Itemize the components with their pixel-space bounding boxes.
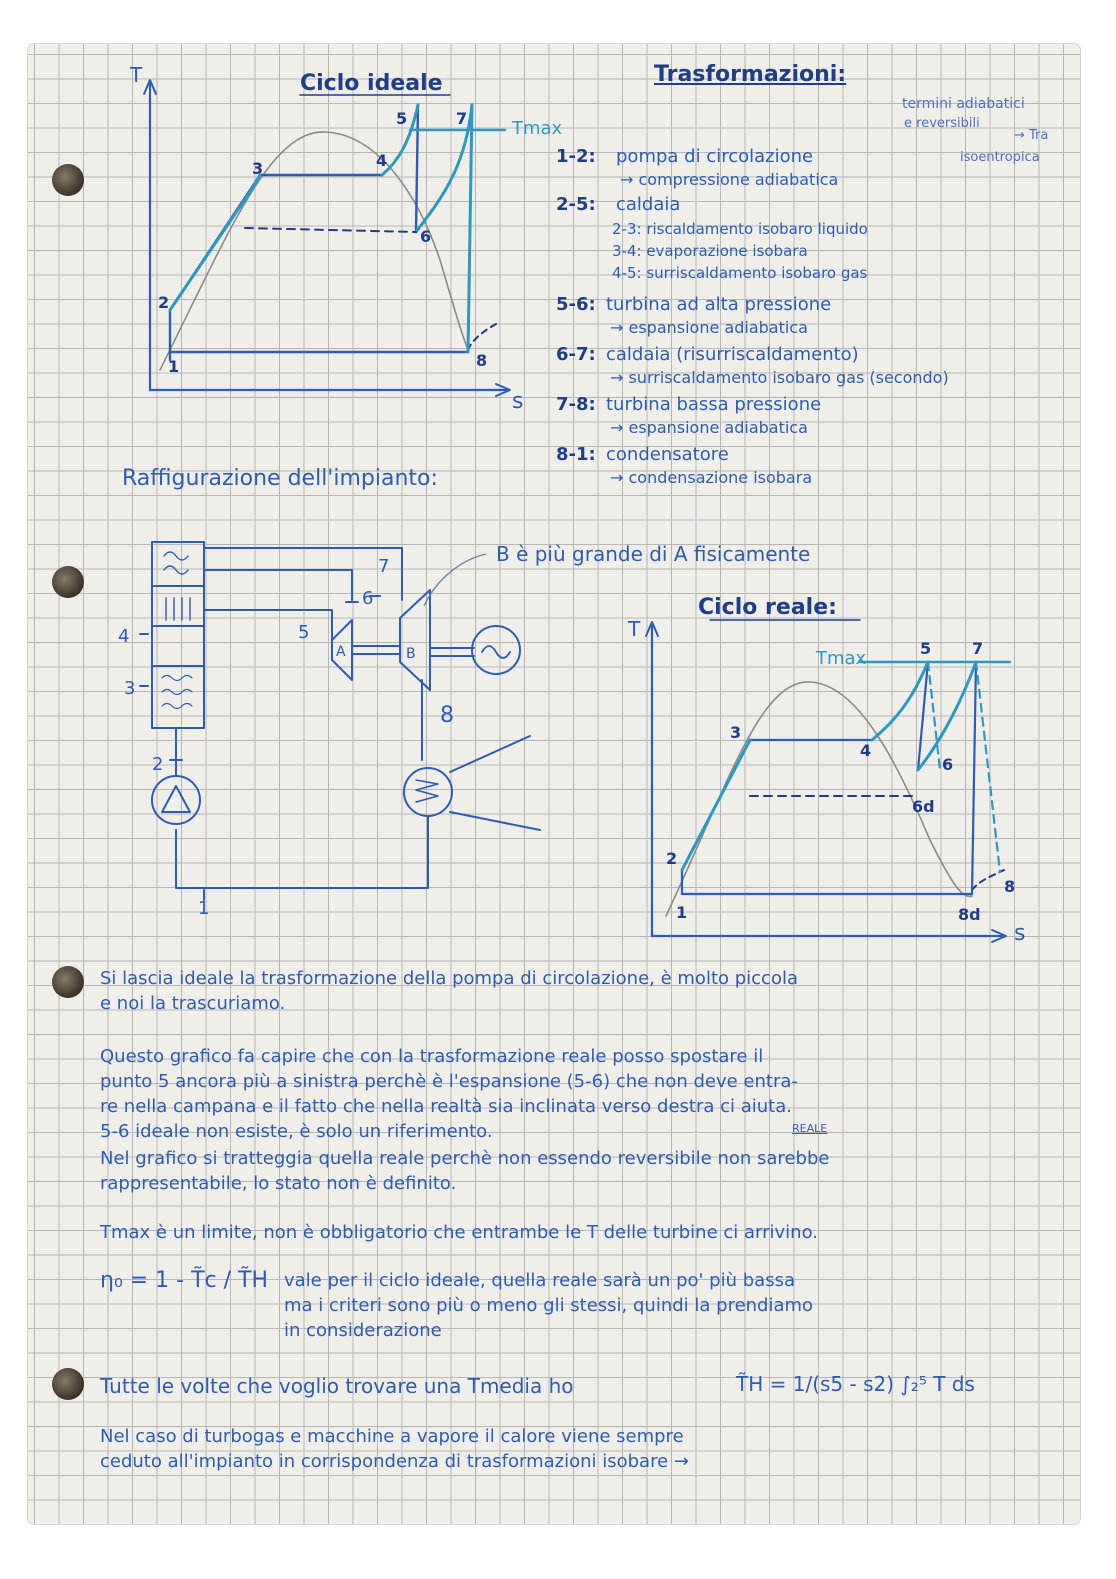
real-tmax-label: Tmax bbox=[816, 648, 867, 669]
trasformazioni-list bbox=[556, 144, 1076, 492]
ideal-point-7: 7 bbox=[456, 109, 468, 128]
plant-label-7: 7 bbox=[378, 556, 390, 577]
mean-temperature-formula: T̃H = 1/(s5 - s2) ∫₂⁵ T ds bbox=[736, 1372, 975, 1396]
ideal-point-1: 1 bbox=[168, 357, 180, 376]
real-point-3: 3 bbox=[730, 723, 742, 742]
ideal-point-5: 5 bbox=[396, 109, 408, 128]
real-axis-t-label: T bbox=[628, 617, 641, 641]
margin-note-a: termini adiabatici bbox=[902, 96, 1025, 112]
row-key: 1-2: bbox=[556, 146, 596, 167]
plant-label-1: 1 bbox=[198, 898, 210, 919]
binder-hole-4 bbox=[52, 1368, 84, 1400]
real-point-2: 2 bbox=[666, 849, 678, 868]
binder-hole-3 bbox=[52, 966, 84, 998]
note-paragraph-7: Nel caso di turbogas e macchine a vapore il calore viene sempre ceduto all'impianto in corrispondenza di trasformazioni isobare → bbox=[100, 1426, 689, 1472]
binder-hole-1 bbox=[52, 164, 84, 196]
plant-label-8: 8 bbox=[440, 703, 454, 728]
margin-note-d: isoentropica bbox=[960, 150, 1040, 165]
plant-label-3: 3 bbox=[124, 678, 136, 699]
real-point-6d: 6d bbox=[912, 797, 935, 816]
plant-label-5: 5 bbox=[298, 622, 310, 643]
row-key: 7-8: bbox=[556, 394, 596, 415]
boiler-column bbox=[152, 542, 204, 728]
note-paragraph-5: vale per il ciclo ideale, quella reale sarà un po' più bassa ma i criteri sono più o meno gli stessi, quindi la prendiamo in considerazione bbox=[284, 1270, 814, 1341]
real-title: Ciclo reale: bbox=[698, 595, 837, 620]
note-paragraph-1: Si lascia ideale la trasformazione della pompa di circolazione, è molto piccola e noi la trascuriamo. bbox=[100, 968, 799, 1014]
ideal-dashed-line bbox=[245, 228, 416, 232]
note-paragraph-2: Questo grafico fa capire che con la trasformazione reale posso spostare il punto 5 ancora più a sinistra perchè è l'espansione (5-6) che non deve entra- re nella campana e il fatto che nella realtà sia inclinata verso destra ci aiuta. 5-6 ideale non esiste, è solo un riferimento. bbox=[100, 1046, 798, 1142]
ideal-cycle-diagram bbox=[120, 60, 563, 420]
real-point-1: 1 bbox=[676, 903, 688, 922]
row-text: turbina bassa pressione bbox=[606, 394, 822, 415]
plant-label-a: A bbox=[336, 644, 346, 660]
plant-schematic bbox=[110, 530, 580, 920]
note-paragraph-4: Tmax è un limite, non è obbligatorio che entrambe le T delle turbine ci arrivino. bbox=[100, 1222, 819, 1243]
turbine-b bbox=[400, 590, 430, 690]
real-point-8: 8 bbox=[1004, 877, 1016, 896]
real-point-8d: 8d bbox=[958, 905, 981, 924]
real-point-7: 7 bbox=[972, 639, 984, 658]
ideal-title: Ciclo ideale bbox=[300, 71, 443, 96]
row-sub: 2-3: riscaldamento isobaro liquido bbox=[612, 220, 868, 238]
row-sub: → condensazione isobara bbox=[610, 468, 813, 487]
real-point-6: 6 bbox=[942, 755, 954, 774]
row-sub: → compressione adiabatica bbox=[620, 170, 839, 189]
row-sub: 4-5: surriscaldamento isobaro gas bbox=[612, 264, 868, 282]
margin-note-c: → Tra bbox=[1014, 128, 1049, 143]
note-tag-reale: REALE bbox=[792, 1122, 828, 1135]
real-point-5: 5 bbox=[920, 639, 932, 658]
real-point-4: 4 bbox=[860, 741, 872, 760]
row-key: 8-1: bbox=[556, 444, 596, 465]
ideal-point-6: 6 bbox=[420, 227, 432, 246]
row-text: pompa di circolazione bbox=[616, 146, 814, 167]
plant-label-4: 4 bbox=[118, 626, 130, 647]
trasformazioni-title: Trasformazioni: bbox=[654, 62, 847, 87]
row-sub: → espansione adiabatica bbox=[610, 318, 808, 337]
row-text: caldaia (risurriscaldamento) bbox=[606, 344, 859, 365]
note-paragraph-3: Nel grafico si tratteggia quella reale perchè non essendo reversibile non sarebbe rappresentabile, lo stato non è definito. bbox=[100, 1148, 830, 1194]
efficiency-formula: η₀ = 1 - T̃c / T̃H bbox=[100, 1268, 269, 1293]
ideal-saturation-dome bbox=[160, 132, 468, 370]
impianto-title: Raffigurazione dell'impianto: bbox=[122, 466, 438, 491]
row-text: condensatore bbox=[606, 444, 729, 465]
real-axis-s-label: s bbox=[1014, 921, 1026, 946]
circulation-pump bbox=[152, 776, 200, 824]
row-key: 5-6: bbox=[556, 294, 596, 315]
row-key: 6-7: bbox=[556, 344, 596, 365]
plant-label-6: 6 bbox=[362, 588, 374, 609]
margin-note-b: e reversibili bbox=[904, 116, 980, 131]
ideal-point-2: 2 bbox=[158, 293, 170, 312]
ideal-axis-t-label: T bbox=[130, 63, 143, 87]
ideal-point-8: 8 bbox=[476, 351, 488, 370]
condenser bbox=[404, 768, 452, 816]
row-sub: → surriscaldamento isobaro gas (secondo) bbox=[610, 368, 949, 387]
row-sub: 3-4: evaporazione isobara bbox=[612, 242, 808, 260]
binder-hole-2 bbox=[52, 566, 84, 598]
real-cycle-diagram bbox=[620, 580, 1060, 950]
plant-label-b: B bbox=[406, 646, 416, 662]
plant-label-2: 2 bbox=[152, 754, 164, 775]
row-text: turbina ad alta pressione bbox=[606, 294, 832, 315]
impianto-note: B è più grande di A fisicamente bbox=[496, 542, 811, 566]
row-key: 2-5: bbox=[556, 194, 596, 215]
generator bbox=[472, 626, 520, 674]
ideal-point-4: 4 bbox=[376, 151, 388, 170]
ideal-tmax-label: Tmax bbox=[512, 118, 563, 139]
note-paragraph-6: Tutte le volte che voglio trovare una Tmedia ho bbox=[100, 1374, 574, 1398]
ideal-axis-s-label: s bbox=[512, 389, 524, 414]
row-text: caldaia bbox=[616, 194, 681, 215]
ideal-point-3: 3 bbox=[252, 159, 264, 178]
row-sub: → espansione adiabatica bbox=[610, 418, 808, 437]
